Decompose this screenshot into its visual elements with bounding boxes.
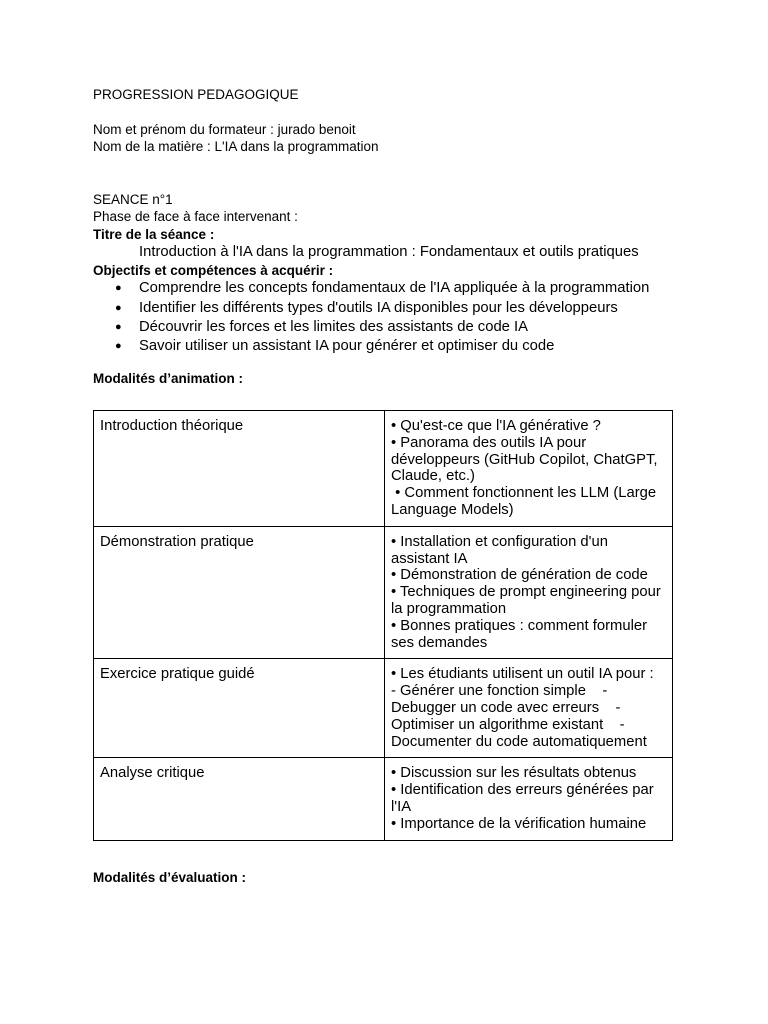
session-number: SEANCE n°1	[93, 191, 173, 207]
objectives-list	[93, 279, 683, 356]
modalities-table	[93, 410, 673, 841]
session-title-label: Titre de la séance :	[93, 226, 215, 242]
activity-cell: Introduction théorique	[94, 411, 385, 527]
details-cell: • Installation et configuration d'un assistant IA • Démonstration de génération de code • Techniques de prompt engineering pour la programmation • Bonnes pratiques : comment formuler ses demandes	[385, 526, 673, 659]
bullet-icon: ●	[115, 301, 122, 314]
table-row	[94, 526, 673, 659]
document-body	[93, 86, 683, 387]
activity-cell: Analyse critique	[94, 758, 385, 840]
details-cell: • Les étudiants utilisent un outil IA pour : - Générer une fonction simple - Debugger un code avec erreurs - Optimiser un algorithme existant - Documenter du code automatiquement	[385, 659, 673, 758]
activity-cell: Exercice pratique guidé	[94, 659, 385, 758]
evaluation-label: Modalités d’évaluation :	[93, 870, 247, 885]
table-row	[94, 659, 673, 758]
objective-item: ● Identifier les différents types d'outils IA disponibles pour les développeurs	[93, 299, 683, 318]
subject-line: Nom de la matière : L'IA dans la programmation	[93, 139, 379, 155]
document-heading: PROGRESSION PEDAGOGIQUE	[93, 87, 299, 102]
objective-item: ● Découvrir les forces et les limites des assistants de code IA	[93, 318, 683, 337]
objective-item: ● Comprendre les concepts fondamentaux de l'IA appliquée à la programmation	[93, 279, 683, 298]
phase-line: Phase de face à face intervenant :	[93, 209, 298, 225]
objectives-label: Objectifs et compétences à acquérir :	[93, 263, 334, 279]
details-cell: • Qu'est-ce que l'IA générative ? • Panorama des outils IA pour développeurs (GitHub Copilot, ChatGPT, Claude, etc.) • Comment fonctionnent les LLM (Large Language Models)	[385, 411, 673, 527]
table-row	[94, 758, 673, 840]
session-title: Introduction à l'IA dans la programmation : Fondamentaux et outils pratiques	[139, 244, 639, 261]
trainer-line: Nom et prénom du formateur : jurado benoit	[93, 122, 356, 137]
animation-label: Modalités d’animation :	[93, 370, 244, 386]
details-cell: • Discussion sur les résultats obtenus • Identification des erreurs générées par l'IA • Importance de la vérification humaine	[385, 758, 673, 840]
table-row	[94, 411, 673, 527]
bullet-icon: ●	[115, 321, 122, 334]
bullet-icon: ●	[115, 340, 122, 353]
bullet-icon: ●	[115, 282, 122, 295]
activity-cell: Démonstration pratique	[94, 526, 385, 659]
objective-item: ● Savoir utiliser un assistant IA pour générer et optimiser du code	[93, 337, 683, 356]
